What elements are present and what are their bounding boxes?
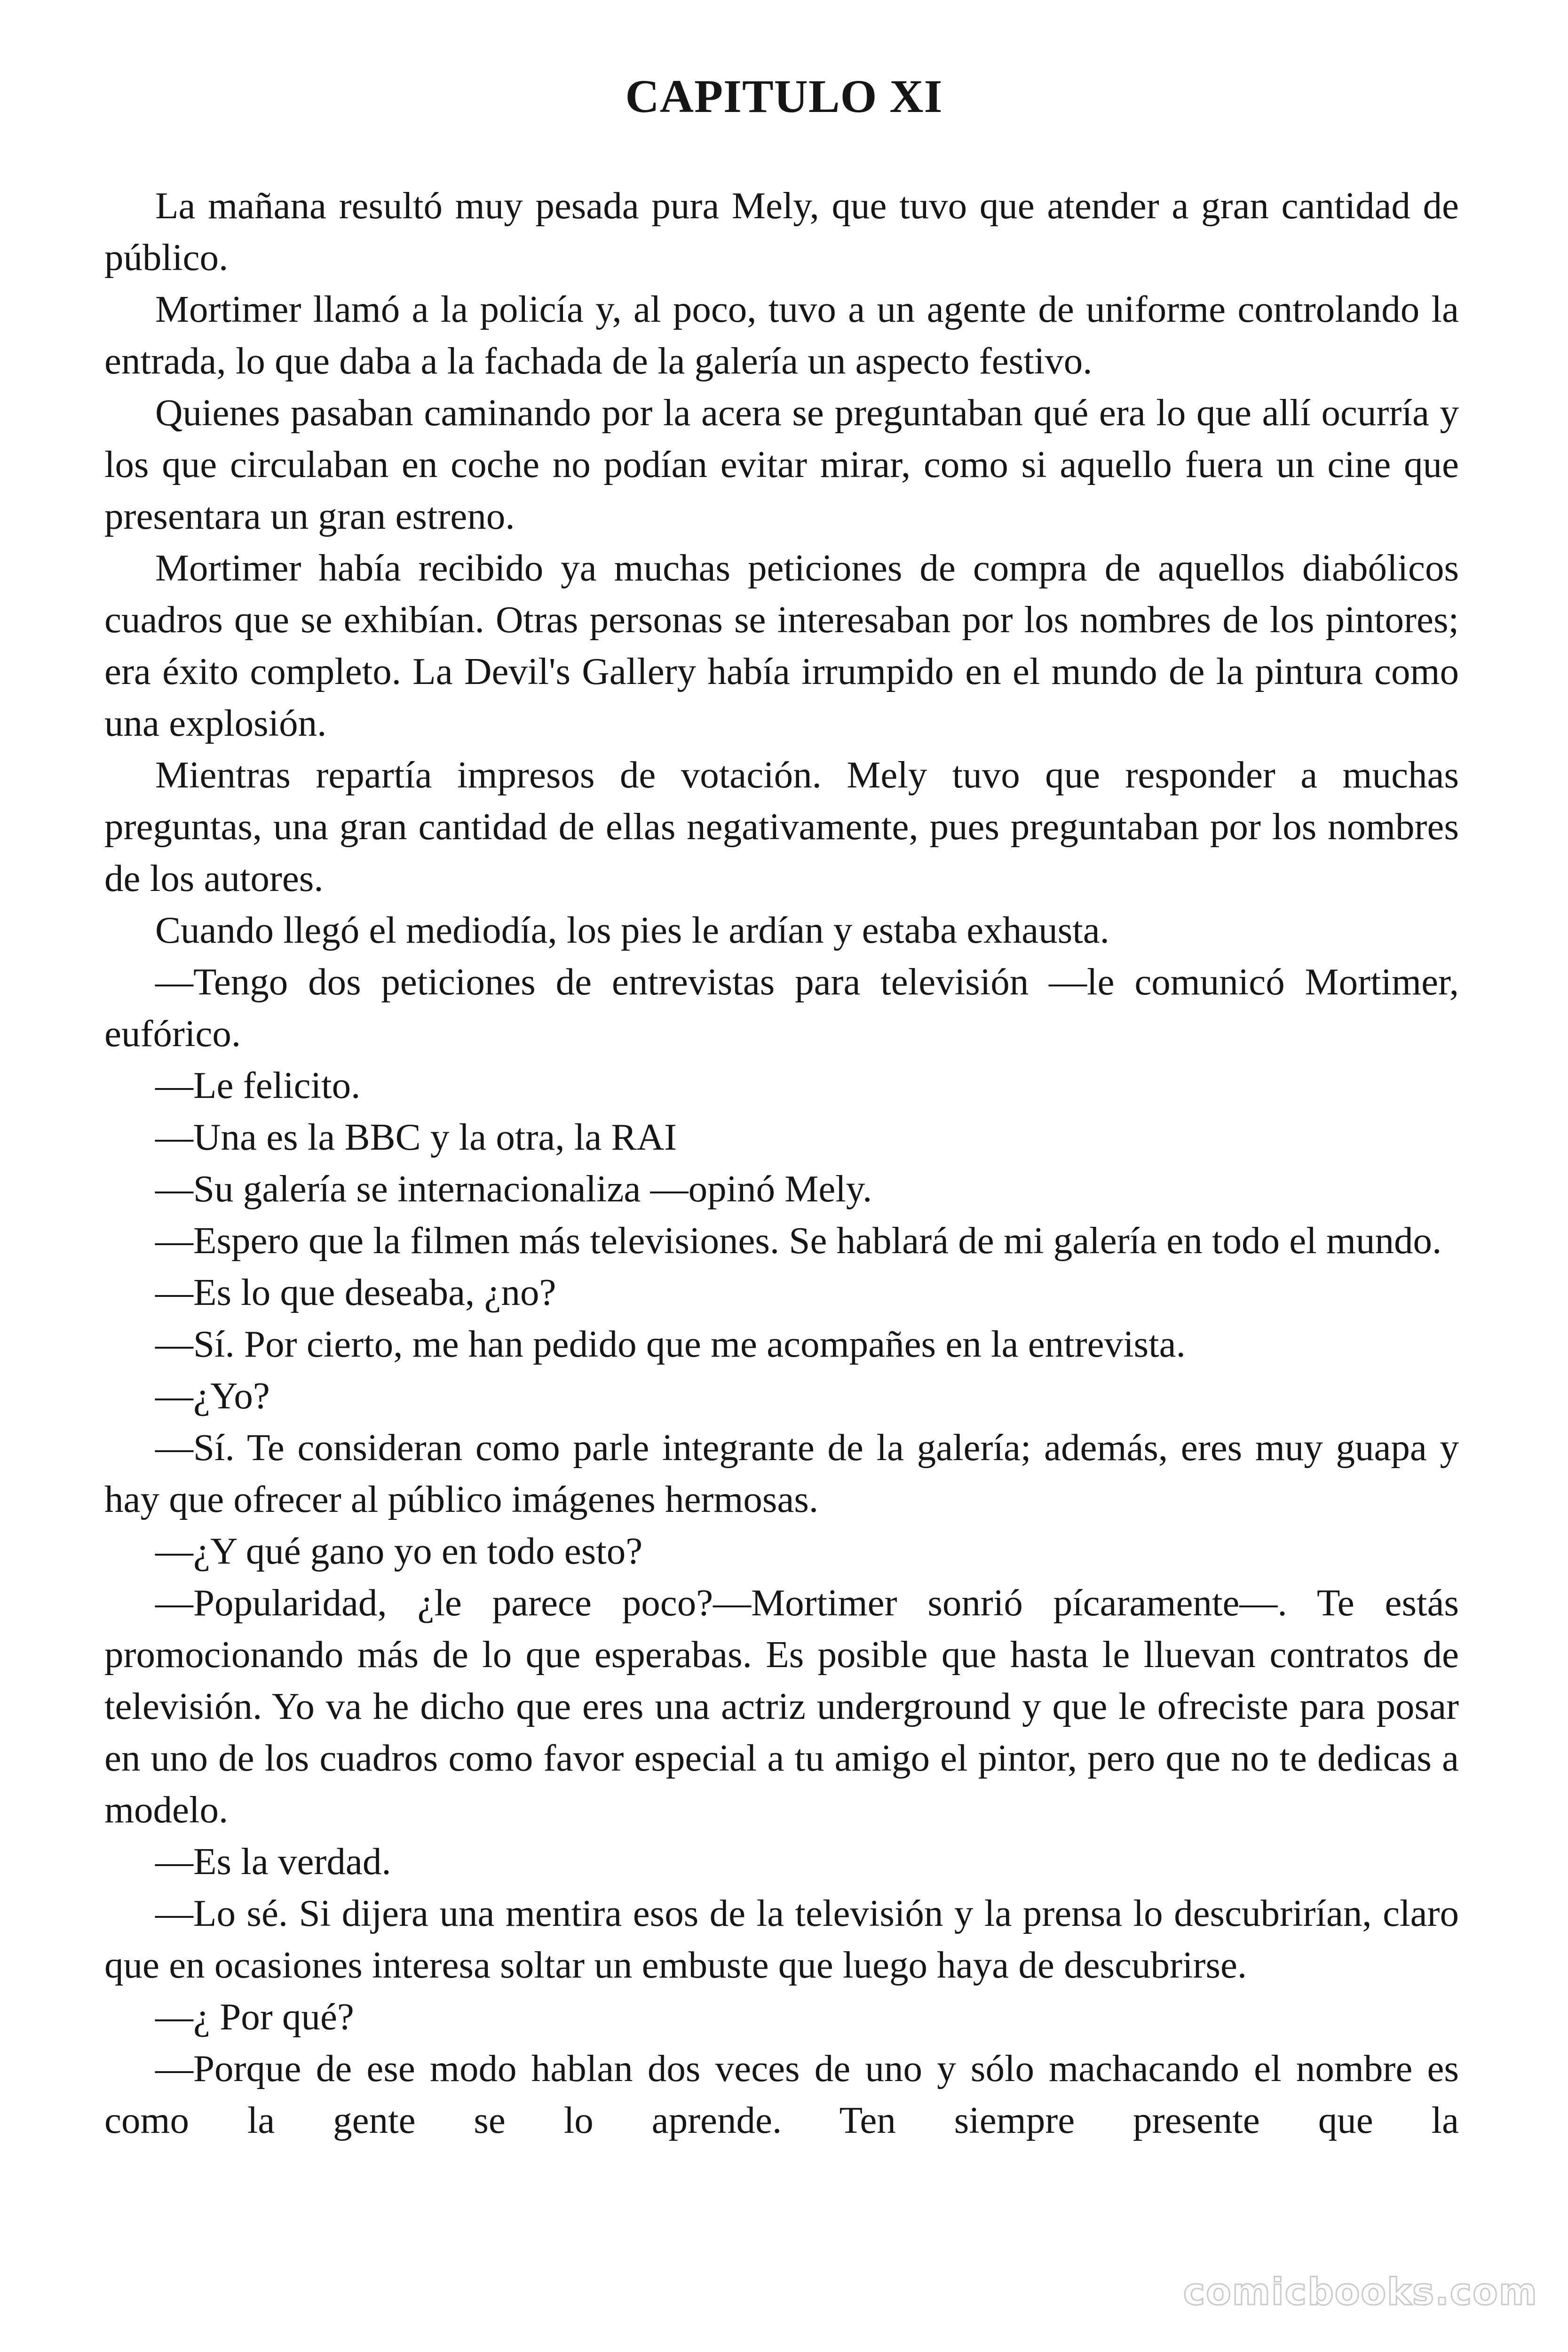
paragraph: —Su galería se internacionaliza —opinó Mely.	[155, 1168, 872, 1210]
paragraph: —¿Yo?	[155, 1375, 270, 1417]
paragraph: —Sí. Te consideran como parle integrante de la galería; además, eres muy guapa y hay que ofrecer al público imágenes hermosas.	[104, 1426, 1459, 1520]
chapter-title: CAPITULO XI	[625, 70, 943, 122]
paragraph: La mañana resultó muy pesada pura Mely, que tuvo que atender a gran cantidad de público.	[104, 184, 1459, 278]
paragraph: —Tengo dos peticiones de entrevistas para televisión —le comunicó Mortimer, eufórico.	[104, 961, 1459, 1055]
paragraph: —Es lo que deseaba, ¿no?	[155, 1271, 556, 1313]
paragraph: —Sí. Por cierto, me han pedido que me acompañes en la entrevista.	[155, 1323, 1186, 1365]
paragraph: —Popularidad, ¿le parece poco?—Mortimer sonrió pícaramente—. Te estás promocionando más de lo que esperabas. Es posible que hasta le lluevan contratos de televisión. Yo va he dicho que eres una actriz underground y que le ofreciste para posar en uno de los cuadros como favor especial a tu amigo el pintor, pero que no te dedicas a modelo.	[104, 1581, 1459, 1831]
paragraph-continued: —Porque de ese modo hablan dos veces de uno y sólo machacando el nombre es como la gente se lo aprende. Ten siempre presente que la	[104, 2047, 1459, 2141]
paragraph: —¿Y qué gano yo en todo esto?	[155, 1530, 643, 1572]
paragraph: Mortimer había recibido ya muchas peticiones de compra de aquellos diabólicos cuadros que se exhibían. Otras personas se interesaban por los nombres de los pintores; era éxito completo. La Devil's Gallery había irrumpido en el mundo de la pintura como una explosión.	[104, 547, 1459, 744]
paragraph: Mortimer llamó a la policía y, al poco, tuvo a un agente de uniforme controlando la entrada, lo que daba a la fachada de la galería un aspecto festivo.	[104, 288, 1459, 382]
paragraph: —¿ Por qué?	[155, 1995, 354, 2038]
paragraph: —Una es la BBC y la otra, la RAI	[155, 1116, 677, 1158]
paragraph: Mientras repartía impresos de votación. Mely tuvo que responder a muchas preguntas, una gran cantidad de ellas negativamente, pues preguntaban por los nombres de los autores.	[104, 754, 1459, 899]
paragraph: Cuando llegó el mediodía, los pies le ardían y estaba exhausta.	[155, 909, 1109, 951]
site-watermark: comicbooks.com	[1180, 2271, 1541, 2313]
paragraph: —Le felicito.	[155, 1064, 361, 1106]
body-text	[104, 180, 1459, 2146]
paragraph: Quienes pasaban caminando por la acera se preguntaban qué era lo que allí ocurría y los que circulaban en coche no podían evitar mirar, como si aquello fuera un cine que presentara un gran estreno.	[104, 391, 1459, 537]
paragraph: —Espero que la filmen más televisiones. Se hablará de mi galería en todo el mundo.	[155, 1219, 1442, 1262]
paragraph: —Lo sé. Si dijera una mentira esos de la televisión y la prensa lo descubrirían, claro que en ocasiones interesa soltar un embuste que luego haya de descubrirse.	[104, 1892, 1459, 1986]
paragraph: —Es la verdad.	[155, 1840, 391, 1883]
